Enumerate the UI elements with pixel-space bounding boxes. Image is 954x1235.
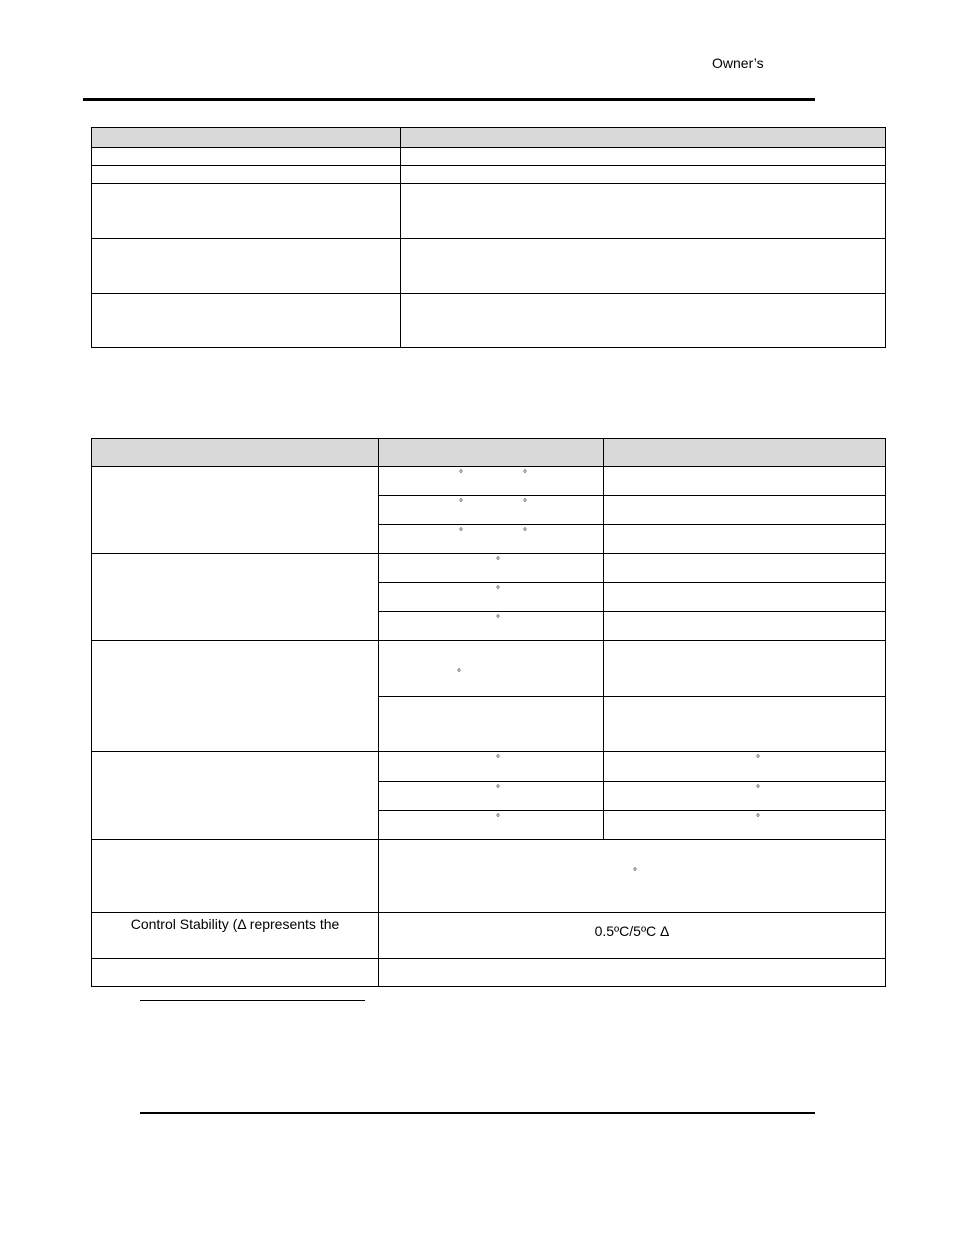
table-cell — [401, 148, 886, 166]
table-cell — [379, 496, 604, 525]
table-cell — [379, 913, 886, 959]
table-row — [92, 913, 886, 959]
degree-symbol: ° — [496, 556, 500, 567]
table-cell — [401, 184, 886, 239]
table-row — [92, 294, 886, 348]
table-row — [92, 467, 886, 496]
degree-symbol: ° — [457, 668, 461, 679]
table-cell — [92, 752, 379, 840]
table-row — [92, 554, 886, 583]
degree-symbol: ° — [496, 784, 500, 795]
table-cell — [379, 840, 886, 913]
degree-symbol: ° — [496, 614, 500, 625]
table-cell — [604, 641, 886, 697]
control-stability-label: Control Stability (Δ represents the — [130, 916, 340, 932]
table-row — [92, 752, 886, 782]
table-cell — [379, 641, 604, 697]
table-cell — [379, 752, 604, 782]
table-row — [92, 184, 886, 239]
table-cell — [92, 294, 401, 348]
table-cell — [92, 128, 401, 148]
degree-symbol: ° — [756, 784, 760, 795]
degree-symbol: ° — [459, 469, 463, 480]
table-row — [92, 166, 886, 184]
table-cell — [401, 239, 886, 294]
table-cell — [604, 554, 886, 583]
table-row — [92, 959, 886, 987]
table-cell — [92, 641, 379, 752]
table-cell — [604, 467, 886, 496]
table-row — [92, 239, 886, 294]
table-cell — [379, 525, 604, 554]
table-cell — [604, 583, 886, 612]
table-cell — [92, 554, 379, 641]
table-cell — [379, 811, 604, 840]
degree-symbol: ° — [523, 498, 527, 509]
table-row — [92, 840, 886, 913]
footer-divider — [140, 1112, 815, 1114]
degree-symbol: ° — [496, 813, 500, 824]
table-1-header-row — [92, 128, 886, 148]
table-cell — [92, 148, 401, 166]
degree-symbol: ° — [459, 527, 463, 538]
table-cell — [379, 782, 604, 811]
footnote-divider — [140, 1000, 365, 1001]
table-cell — [379, 467, 604, 496]
table-cell — [604, 525, 886, 554]
degree-symbol: ° — [756, 754, 760, 765]
degree-symbol: ° — [496, 585, 500, 596]
table-cell — [379, 439, 604, 467]
table-cell — [92, 239, 401, 294]
table-cell — [604, 496, 886, 525]
table-cell — [604, 612, 886, 641]
header-divider — [83, 98, 815, 101]
degree-symbol: ° — [633, 867, 637, 878]
table-cell — [379, 697, 604, 752]
degree-symbol: ° — [523, 527, 527, 538]
table-cell — [401, 128, 886, 148]
table-cell — [92, 166, 401, 184]
table-2 — [91, 438, 886, 987]
table-cell — [92, 840, 379, 913]
table-1 — [91, 127, 886, 348]
table-cell — [92, 439, 379, 467]
table-cell — [604, 782, 886, 811]
table-cell — [604, 811, 886, 840]
table-cell — [379, 959, 886, 987]
header-title: Owner’s — [712, 55, 764, 71]
table-cell — [92, 184, 401, 239]
table-cell — [401, 166, 886, 184]
table-row — [92, 641, 886, 697]
degree-symbol: ° — [496, 754, 500, 765]
control-stability-value: 0.5ºC/5ºC Δ — [594, 923, 670, 939]
table-cell — [92, 913, 379, 959]
table-cell — [379, 612, 604, 641]
table-cell — [604, 439, 886, 467]
table-cell — [604, 752, 886, 782]
table-cell — [379, 554, 604, 583]
table-row — [92, 148, 886, 166]
table-cell — [604, 697, 886, 752]
table-cell — [379, 583, 604, 612]
table-cell — [92, 959, 379, 987]
table-cell — [92, 467, 379, 554]
degree-symbol: ° — [523, 469, 527, 480]
table-2-header-row — [92, 439, 886, 467]
degree-symbol: ° — [459, 498, 463, 509]
table-cell — [401, 294, 886, 348]
degree-symbol: ° — [756, 813, 760, 824]
